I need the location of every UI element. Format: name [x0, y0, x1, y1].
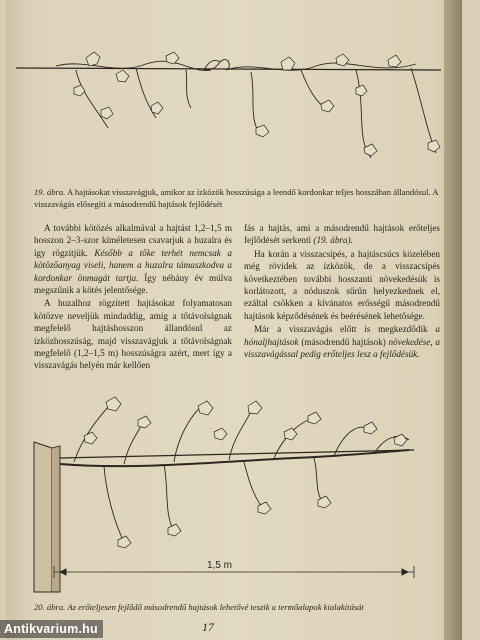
figure-19-label: 19. ábra.: [34, 187, 66, 197]
left-p1-text-b: Így néhány év múlva megszűnik a kötés jelentősége.: [34, 272, 232, 296]
right-paragraph-0: [244, 222, 440, 247]
vine-on-wire-drawing: [16, 48, 456, 183]
page-edge-shadow: [444, 0, 462, 640]
figure-20-caption: [34, 601, 439, 613]
right-p2-italic-1: a hónaljhajtások: [244, 324, 440, 347]
left-paragraph-2: A huzalhoz rögzített hajtásokat folyamatosan kötözve neveljük mindaddig, amíg a tőtávolságnak megfelelő hajtáshosszon állandósul az ízközhosszúság, majd visszavágjuk a tőtávolságnak megfelelő (1,2–1,5 m) hosszúságra azért, mert így a visszavágás helyén már kellően: [34, 298, 232, 371]
cordon-arm-drawing: [14, 392, 434, 602]
figure-20-illustration: [14, 392, 434, 602]
right-p2-italic-2: növekedése, a visszavágással pedig erőteljes lesz a fejlődésük.: [244, 336, 440, 360]
dimension-label: 1,5 m: [207, 560, 233, 571]
book-page: [6, 0, 462, 640]
page-number: 17: [202, 620, 214, 634]
left-p1-text-a: A további kötözés alkalmával a hajtást 1,2–1,5 m hosszon 2–3-szor kíméletesen csavarjuk a huzalra és így rögzítjük.: [34, 223, 232, 258]
figure-19-illustration: [16, 48, 456, 183]
figure-20-caption-text: Az erőteljesen fejlődő másodrendű hajtások lehetővé teszik a termőalapok kialakítását: [67, 602, 364, 612]
right-text-column: [244, 222, 440, 360]
left-p1-italic: Később a tőke terhét nemcsak a kötözőanyag viseli, hanem a huzalra támaszkodva a kordonkar önmagát tartja.: [34, 247, 232, 283]
figure-19-caption: [34, 186, 439, 210]
left-paragraph-1: [34, 222, 232, 296]
right-paragraph-2: [244, 323, 440, 360]
left-text-column: [34, 222, 232, 372]
figure-20-label: 20. ábra.: [34, 602, 66, 612]
figure-19-caption-text: A hajtásokat visszavágjuk, amikor az ízközök hosszúsága a leendő kordonkar teljes hosszában állandósul. A visszavágás elősegíti a másodrendű hajtások fejlődését: [34, 187, 439, 209]
right-paragraph-1: Ha korán a visszacsípés, a hajtáscsúcs közelében még rövidek az ízközök, de a visszacsípés következtében további hosszanti növekedésük is korlátozott, a nóduszok sűrűn helyezkednek el, ezáltal csökken a kívánatos erősségű másodrendű hajtások képződésének és beérésének lehetősége.: [244, 248, 440, 321]
right-p0-figure-ref: (19. ábra).: [313, 235, 353, 246]
right-p2-text-a: Már a visszavágás előtt is megkezdődik: [254, 324, 436, 335]
watermark-logo: Antikvarium.hu: [0, 620, 103, 638]
right-p0-text: fás a hajtás, ami a másodrendű hajtások erőteljes fejlődését serkenti: [244, 223, 440, 246]
right-p2-text-b: (másodrendű hajtások): [298, 336, 389, 347]
